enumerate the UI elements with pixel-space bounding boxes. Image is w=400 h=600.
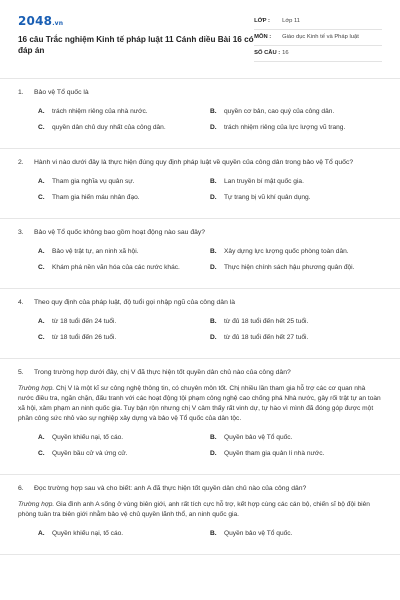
question-head <box>18 88 382 98</box>
option-letter: A. <box>38 178 45 185</box>
meta-row-class <box>254 14 382 30</box>
question-head <box>18 228 382 238</box>
question-2 <box>0 149 400 219</box>
option-b[interactable] <box>210 529 382 538</box>
option-c[interactable] <box>38 123 210 132</box>
option-letter: B. <box>210 434 217 441</box>
question-5 <box>0 359 400 475</box>
option-text: Quyền bầu cử và ứng cử. <box>52 450 128 457</box>
option-text: Xây dựng lực lượng quốc phòng toàn dân. <box>224 248 349 255</box>
meta-value: Lớp 11 <box>282 18 300 24</box>
options <box>18 433 382 465</box>
option-c[interactable] <box>38 193 210 202</box>
question-head <box>18 158 382 168</box>
document-title: 16 câu Trắc nghiệm Kinh tế pháp luật 11 Cánh diều Bài 16 có đáp án <box>18 35 254 55</box>
option-text: quyền dân chủ duy nhất của công dân. <box>52 124 166 131</box>
option-letter: B. <box>210 318 217 325</box>
option-b[interactable] <box>210 247 382 256</box>
option-text: từ đủ 18 tuổi đến hết 25 tuổi. <box>224 318 309 325</box>
question-text: Theo quy định của pháp luật, độ tuổi gọi nhập ngũ của công dân là <box>34 299 236 306</box>
option-letter: A. <box>38 248 45 255</box>
question-text: Đọc trường hợp sau và cho biết: anh A đã thực hiện tốt quyền dân chủ nào của công dân? <box>34 485 307 492</box>
question-head <box>18 484 382 494</box>
option-text: từ đủ 18 tuổi đến hết 27 tuổi. <box>224 334 309 341</box>
option-letter: C. <box>38 264 45 271</box>
option-letter: D. <box>210 264 217 271</box>
question-number: 1. <box>18 89 24 96</box>
option-text: Lan truyền bí mật quốc gia. <box>224 178 304 185</box>
question-1 <box>0 79 400 149</box>
option-text: Quyền bảo vệ Tổ quốc. <box>224 434 293 441</box>
meta-key: LỚP : <box>254 18 270 24</box>
situation-body: Gia đình anh A sống ở vùng biên giới, anh rất tích cực hỗ trợ, kết hợp cùng các cán bộ, chiến sĩ bộ đội biên phòng tuần tra biên giới nhằm bảo vệ chủ quyền lãnh thổ, an ninh quốc gia. <box>18 501 370 518</box>
option-text: Quyền khiếu nại, tố cáo. <box>52 434 124 441</box>
question-number: 6. <box>18 485 24 492</box>
option-b[interactable] <box>210 317 382 326</box>
situation-text <box>18 500 382 520</box>
logo-suffix: .vn <box>52 20 64 27</box>
option-letter: D. <box>210 334 217 341</box>
question-text: Bảo vệ Tổ quốc là <box>34 89 89 96</box>
option-letter: B. <box>210 248 217 255</box>
option-letter: A. <box>38 108 45 115</box>
option-a[interactable] <box>38 177 210 186</box>
option-text: Quyền khiếu nại, tố cáo. <box>52 530 124 537</box>
option-d[interactable] <box>210 123 382 132</box>
meta-row-subject <box>254 30 382 46</box>
option-letter: C. <box>38 194 45 201</box>
option-text: quyền cơ bản, cao quý của công dân. <box>224 108 335 115</box>
question-4 <box>0 289 400 359</box>
meta-value: Giáo dục Kinh tế và Pháp luật <box>282 34 359 40</box>
options <box>18 317 382 349</box>
question-3 <box>0 219 400 289</box>
option-c[interactable] <box>38 449 210 458</box>
options <box>18 247 382 279</box>
meta-key: MÔN : <box>254 34 272 40</box>
option-text: Tham gia nghĩa vụ quân sự. <box>52 178 135 185</box>
option-b[interactable] <box>210 177 382 186</box>
option-c[interactable] <box>38 263 210 272</box>
situation-label: Trường hợp. <box>18 501 55 508</box>
situation-label: Trường hợp. <box>18 385 55 392</box>
option-letter: A. <box>38 434 45 441</box>
option-text: trách nhiệm riêng của nhà nước. <box>52 108 148 115</box>
option-text: trách nhiệm riêng của lực lượng vũ trang. <box>224 124 346 131</box>
option-letter: D. <box>210 194 217 201</box>
option-text: Tự trang bị vũ khí quân dụng. <box>224 194 311 201</box>
logo-main: 2048 <box>18 14 53 28</box>
question-number: 5. <box>18 369 24 376</box>
site-logo[interactable] <box>18 14 254 28</box>
option-d[interactable] <box>210 263 382 272</box>
option-letter: D. <box>210 450 217 457</box>
meta-value: 16 <box>282 50 289 56</box>
question-list <box>0 79 400 555</box>
question-number: 3. <box>18 229 24 236</box>
options <box>18 529 382 545</box>
option-b[interactable] <box>210 107 382 116</box>
option-text: Quyền bảo vệ Tổ quốc. <box>224 530 293 537</box>
option-a[interactable] <box>38 107 210 116</box>
question-number: 2. <box>18 159 24 166</box>
option-a[interactable] <box>38 317 210 326</box>
options <box>18 177 382 209</box>
option-letter: C. <box>38 124 45 131</box>
option-text: Thực hiện chính sách hậu phương quân đội. <box>224 264 355 271</box>
option-a[interactable] <box>38 529 210 538</box>
meta-row-count <box>254 46 382 62</box>
option-letter: B. <box>210 530 217 537</box>
option-d[interactable] <box>210 449 382 458</box>
option-text: Khám phá nền văn hóa của các nước khác. <box>52 264 180 271</box>
option-d[interactable] <box>210 333 382 342</box>
question-text: Bảo vệ Tổ quốc không bao gồm hoạt động nào sau đây? <box>34 229 206 236</box>
option-c[interactable] <box>38 333 210 342</box>
meta-key: SỐ CÂU : <box>254 50 281 56</box>
option-text: từ 18 tuổi đến 24 tuổi. <box>52 318 117 325</box>
header-left <box>18 14 254 78</box>
option-letter: B. <box>210 108 217 115</box>
situation-body: Chị V là một kĩ sư công nghệ thông tin, có chuyên môn tốt. Chị nhiều lần tham gia hỗ trợ các cơ quan nhà nước điều tra, ngăn chặn, đấu tranh với các hoạt động tội phạm công nghệ cao chống phá Nhà nước, gây rối trật tự an toàn xã hội, xâm phạm an ninh quốc gia. Tuy bận rộn nhưng chị V cảm thấy rất vinh dự, tự hào vì mình đã đóng góp được một phần công sức nhỏ vào sự nghiệp xây dựng và bảo vệ Tổ quốc của dân tộc. <box>18 385 381 422</box>
question-number: 4. <box>18 299 24 306</box>
options <box>18 107 382 139</box>
meta-table <box>254 14 382 78</box>
option-text: Bảo vệ trật tự, an ninh xã hội. <box>52 248 139 255</box>
question-head <box>18 368 382 378</box>
option-letter: C. <box>38 334 45 341</box>
question-text: Hành vi nào dưới đây là thực hiện đúng quy định pháp luật về quyền của công dân trong bảo vệ Tổ quốc? <box>34 159 354 166</box>
option-letter: A. <box>38 530 45 537</box>
option-a[interactable] <box>38 247 210 256</box>
option-b[interactable] <box>210 433 382 442</box>
option-letter: C. <box>38 450 45 457</box>
option-text: Quyền tham gia quản lí nhà nước. <box>224 450 325 457</box>
option-letter: A. <box>38 318 45 325</box>
option-letter: D. <box>210 124 217 131</box>
option-a[interactable] <box>38 433 210 442</box>
question-text: Trong trường hợp dưới đây, chị V đã thực hiện tốt quyền dân chủ nào của công dân? <box>34 369 291 376</box>
header <box>0 0 400 78</box>
option-d[interactable] <box>210 193 382 202</box>
option-text: Tham gia hiến máu nhân đạo. <box>52 194 140 201</box>
option-text: từ 18 tuổi đến 26 tuổi. <box>52 334 117 341</box>
question-head <box>18 298 382 308</box>
option-letter: B. <box>210 178 217 185</box>
situation-text <box>18 384 382 424</box>
question-6 <box>0 475 400 555</box>
